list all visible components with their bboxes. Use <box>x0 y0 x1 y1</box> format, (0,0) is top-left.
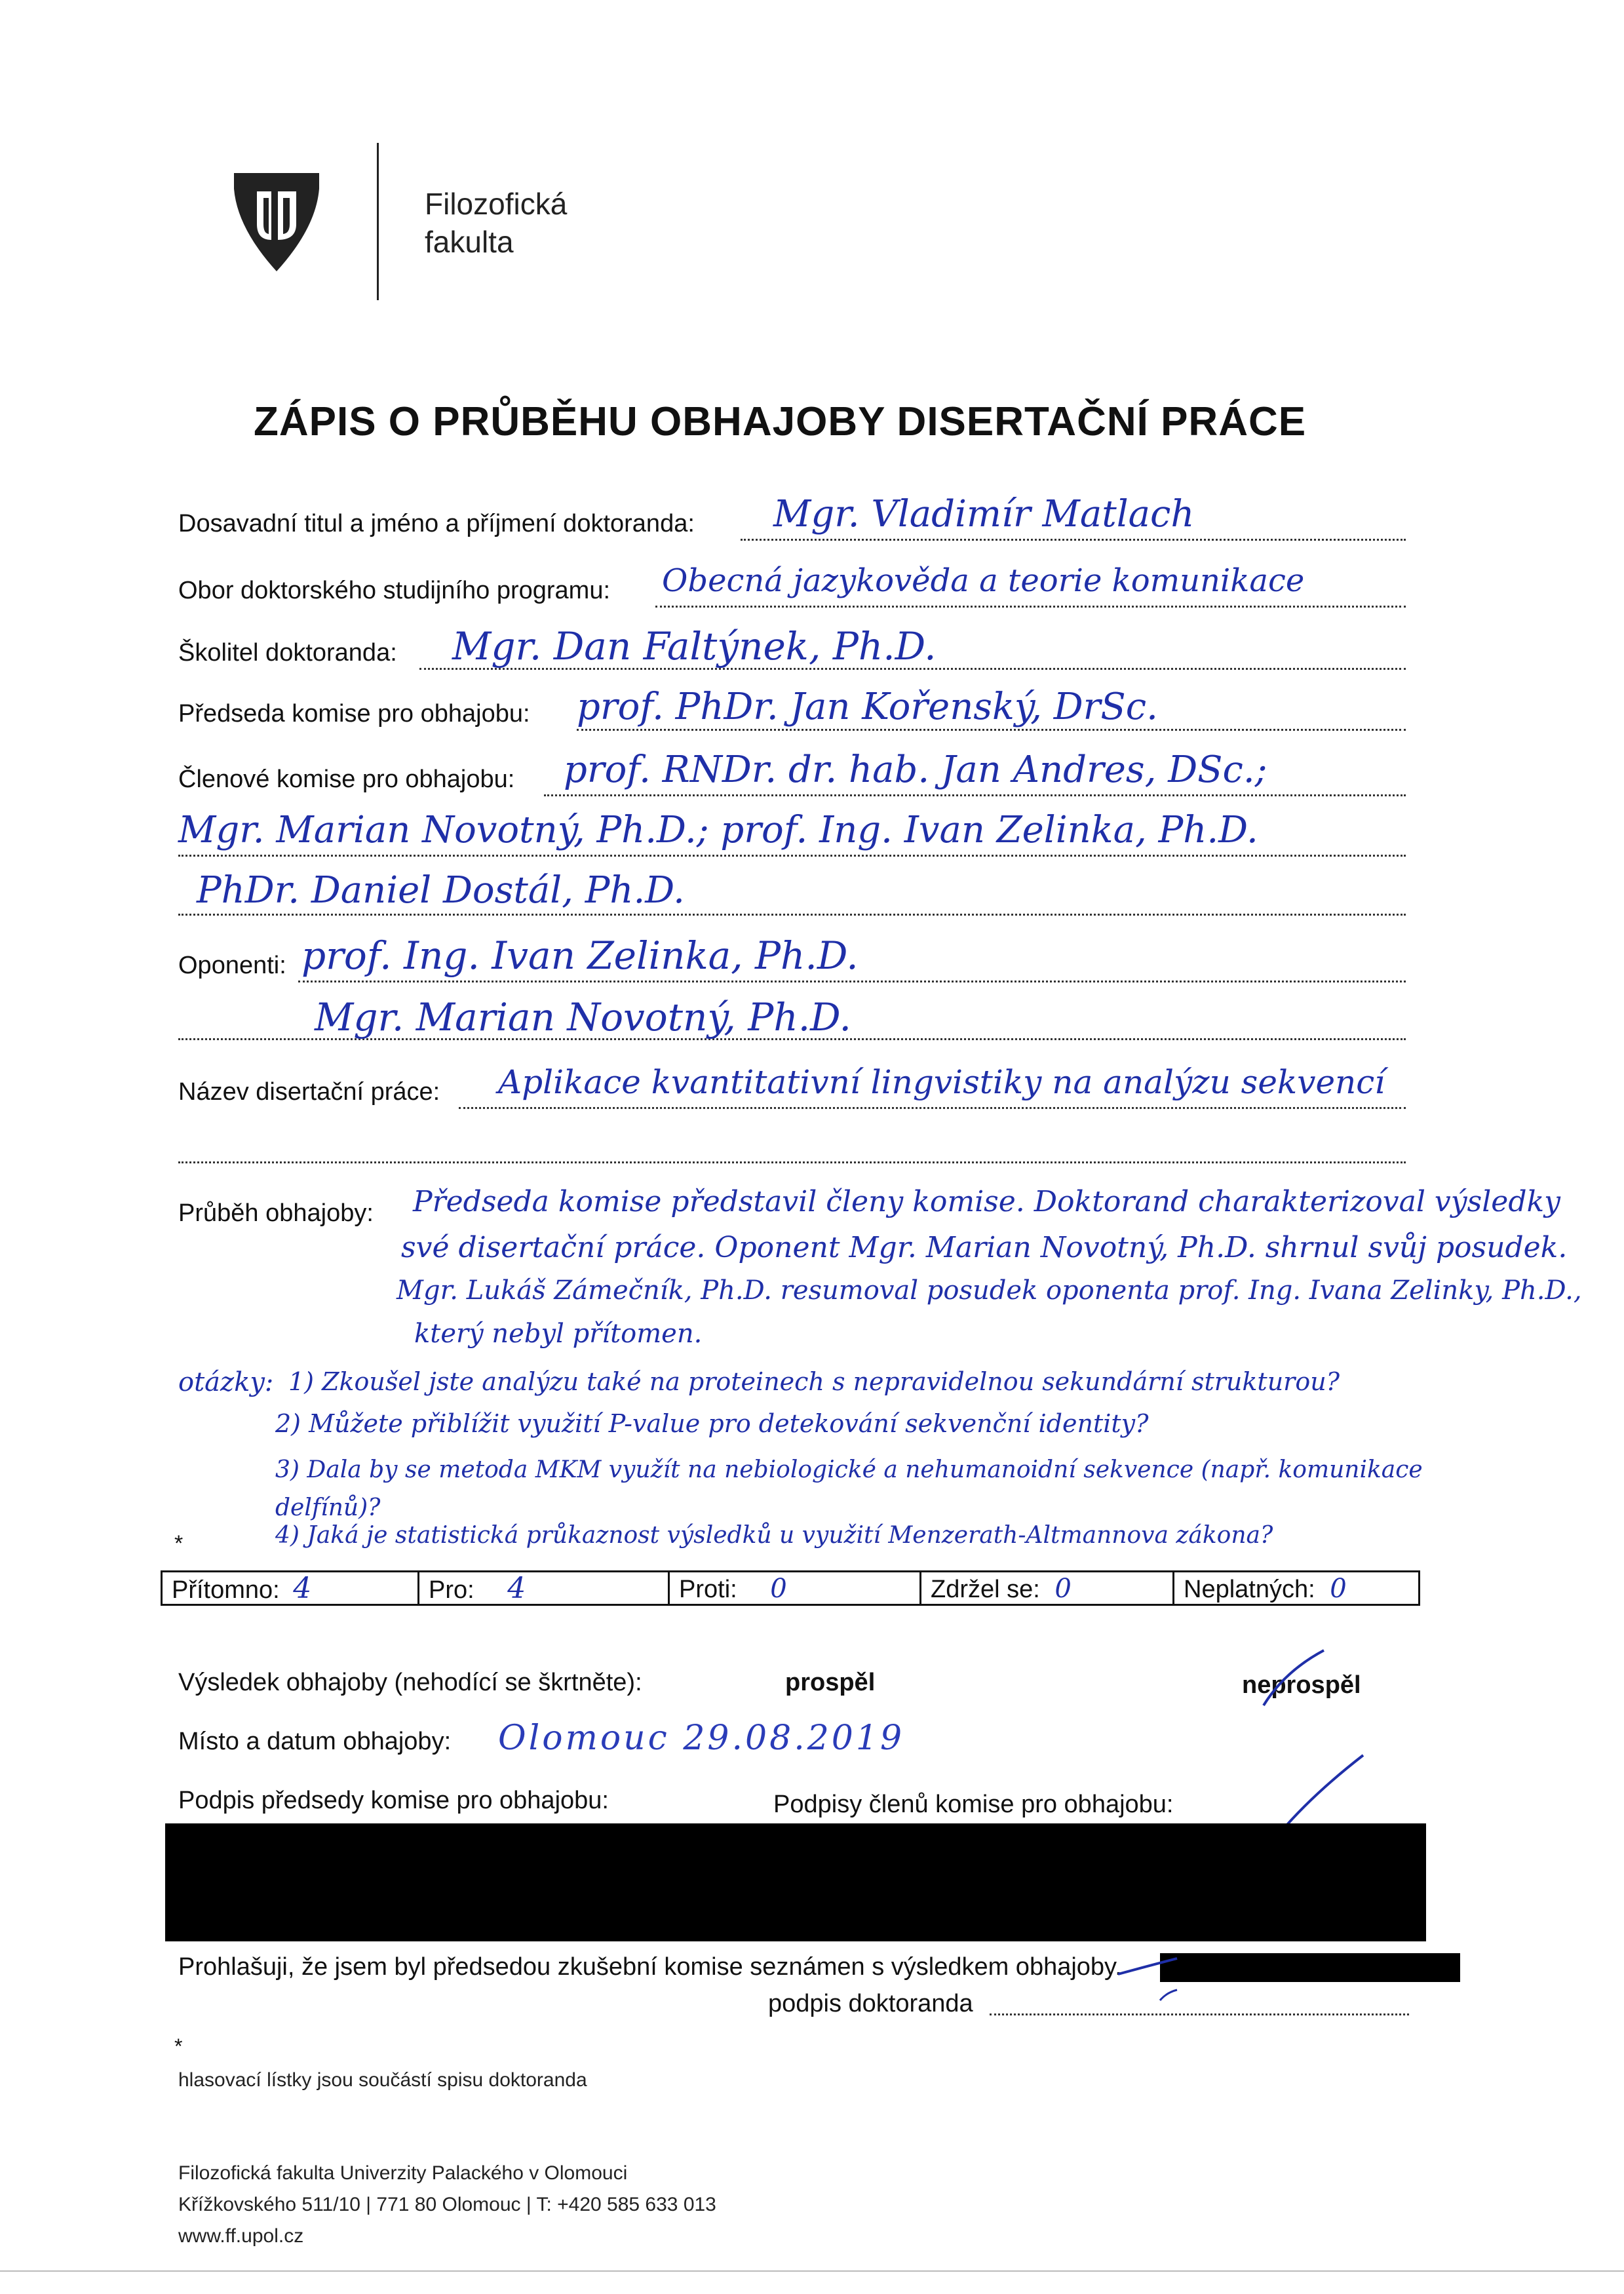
thesis-dotline-2 <box>178 1161 1406 1163</box>
chair-signature-label: Podpis předsedy komise pro obhajobu: <box>178 1787 609 1814</box>
question-1: 1) Zkoušel jste analýzu také na proteinech s nepravidelnou sekundární strukturou? <box>288 1367 1340 1396</box>
chair-dotline <box>577 729 1406 731</box>
vote-table <box>161 1570 1420 1606</box>
declaration-signature-redaction <box>1160 1953 1460 1982</box>
declaration-text: Prohlašuji, že jsem byl předsedou zkušební komise seznámen s výsledkem obhajoby. <box>178 1953 1122 1981</box>
vote-present-cell <box>163 1572 419 1604</box>
members-signature-label: Podpisy členů komise pro obhajobu: <box>773 1791 1174 1818</box>
vote-abstain-cell <box>921 1572 1174 1604</box>
members-label: Členové komise pro obhajobu: <box>178 766 515 793</box>
opponents-dotline-1 <box>298 981 1406 982</box>
chair-label: Předseda komise pro obhajobu: <box>178 700 530 728</box>
members-value-line2: Mgr. Marian Novotný, Ph.D.; prof. Ing. Ivan Zelinka, Ph.D. <box>178 809 1258 851</box>
university-logo <box>231 169 322 274</box>
place-value: Olomouc 29.08.2019 <box>498 1719 905 1758</box>
course-label: Průběh obhajoby: <box>178 1199 374 1227</box>
question-3: 3) Dala by se metoda MKM využít na nebiologické a nehumanoidní sekvence (např. komunikace delfínů)? <box>275 1456 1423 1521</box>
vote-for-label: Pro: <box>429 1576 474 1604</box>
result-label: Výsledek obhajoby (nehodící se škrtněte): <box>178 1669 642 1696</box>
declaration-signature-stroke <box>1114 1947 1180 2006</box>
faculty-name <box>425 185 567 261</box>
vote-present-value: 4 <box>293 1572 312 1605</box>
vote-against-value: 0 <box>770 1574 787 1604</box>
bottom-scan-edge <box>0 2270 1624 2272</box>
vote-abstain-value: 0 <box>1054 1574 1072 1604</box>
vote-present-label: Přítomno: <box>172 1576 280 1604</box>
strike-through-mark <box>1258 1645 1330 1711</box>
vote-against-label: Proti: <box>679 1576 737 1603</box>
opponents-value-line1: prof. Ing. Ivan Zelinka, Ph.D. <box>301 933 859 978</box>
footer-address <box>178 2158 716 2252</box>
supervisor-label: Školitel doktoranda: <box>178 639 397 667</box>
footer-website: www.ff.upol.cz <box>178 2225 304 2247</box>
vote-invalid-value: 0 <box>1330 1574 1347 1604</box>
vote-invalid-cell <box>1174 1572 1418 1604</box>
members-value-line1: prof. RNDr. dr. hab. Jan Andres, DSc.; <box>564 748 1267 791</box>
candidate-dotline <box>741 539 1406 541</box>
program-label: Obor doktorského studijního programu: <box>178 577 611 604</box>
course-line-3: Mgr. Lukáš Zámečník, Ph.D. resumoval posudek oponenta prof. Ing. Ivana Zelinky, Ph.D., <box>396 1275 1582 1306</box>
shield-logo-icon <box>231 169 322 274</box>
signature-dotline <box>990 2013 1409 2015</box>
members-dotline-1 <box>544 794 1406 796</box>
vote-invalid-label: Neplatných: <box>1184 1576 1315 1603</box>
members-dotline-3 <box>178 914 1406 916</box>
course-line-4: který nebyl přítomen. <box>414 1319 703 1349</box>
place-label: Místo a datum obhajoby: <box>178 1728 452 1755</box>
faculty-name-line2: fakulta <box>425 225 514 259</box>
thesis-value: Aplikace kvantitativní lingvistiky na analýzu sekvencí <box>498 1063 1385 1101</box>
logo-divider <box>377 143 379 300</box>
program-dotline <box>655 606 1406 608</box>
candidate-label: Dosavadní titul a jméno a příjmení doktoranda: <box>178 510 695 537</box>
result-passed: prospěl <box>785 1669 876 1696</box>
document-title: ZÁPIS O PRŮBĚHU OBHAJOBY DISERTAČNÍ PRÁCE <box>254 399 1307 444</box>
course-line-1: Předseda komise představil členy komise. Doktorand charakterizoval výsledky <box>413 1185 1560 1218</box>
faculty-name-line1: Filozofická <box>425 187 568 221</box>
note-text: hlasovací lístky jsou součástí spisu doktoranda <box>178 2069 587 2091</box>
thesis-dotline-1 <box>459 1107 1406 1109</box>
chair-value: prof. PhDr. Jan Kořenský, DrSc. <box>577 686 1158 728</box>
course-asterisk: * <box>174 1531 184 1556</box>
footer-line2: Křížkovského 511/10 | 771 80 Olomouc | T: +420 585 633 013 <box>178 2194 716 2215</box>
result-failed: neprospěl <box>1242 1671 1361 1699</box>
supervisor-value: Mgr. Dan Faltýnek, Ph.D. <box>452 624 937 669</box>
signatures-redaction <box>165 1823 1426 1941</box>
footer-line1: Filozofická fakulta Univerzity Palackého v Olomouci <box>178 2162 628 2184</box>
candidate-value: Mgr. Vladimír Matlach <box>773 493 1195 535</box>
thesis-label: Název disertační práce: <box>178 1078 440 1106</box>
signature-label: podpis doktoranda <box>768 1990 973 2017</box>
members-dotline-2 <box>178 855 1406 857</box>
course-line-2: své disertační práce. Oponent Mgr. Marian Novotný, Ph.D. shrnul svůj posudek. <box>401 1231 1568 1264</box>
questions-label: otázky: <box>178 1367 274 1397</box>
program-value: Obecná jazykověda a teorie komunikace <box>662 562 1305 599</box>
vote-against-cell <box>670 1572 921 1604</box>
vote-for-value: 4 <box>507 1572 526 1605</box>
opponents-label: Oponenti: <box>178 952 286 979</box>
opponents-value-line2: Mgr. Marian Novotný, Ph.D. <box>315 995 851 1040</box>
question-2: 2) Můžete přiblížit využití P-value pro detekování sekvenční identity? <box>275 1409 1149 1438</box>
question-4: 4) Jaká je statistická průkaznost výsledků u využití Menzerath-Altmannova zákona? <box>275 1522 1273 1549</box>
vote-for-cell <box>419 1572 670 1604</box>
vote-abstain-label: Zdržel se: <box>931 1576 1040 1603</box>
note-asterisk: * <box>174 2034 183 2058</box>
members-value-line3: PhDr. Daniel Dostál, Ph.D. <box>197 869 685 912</box>
